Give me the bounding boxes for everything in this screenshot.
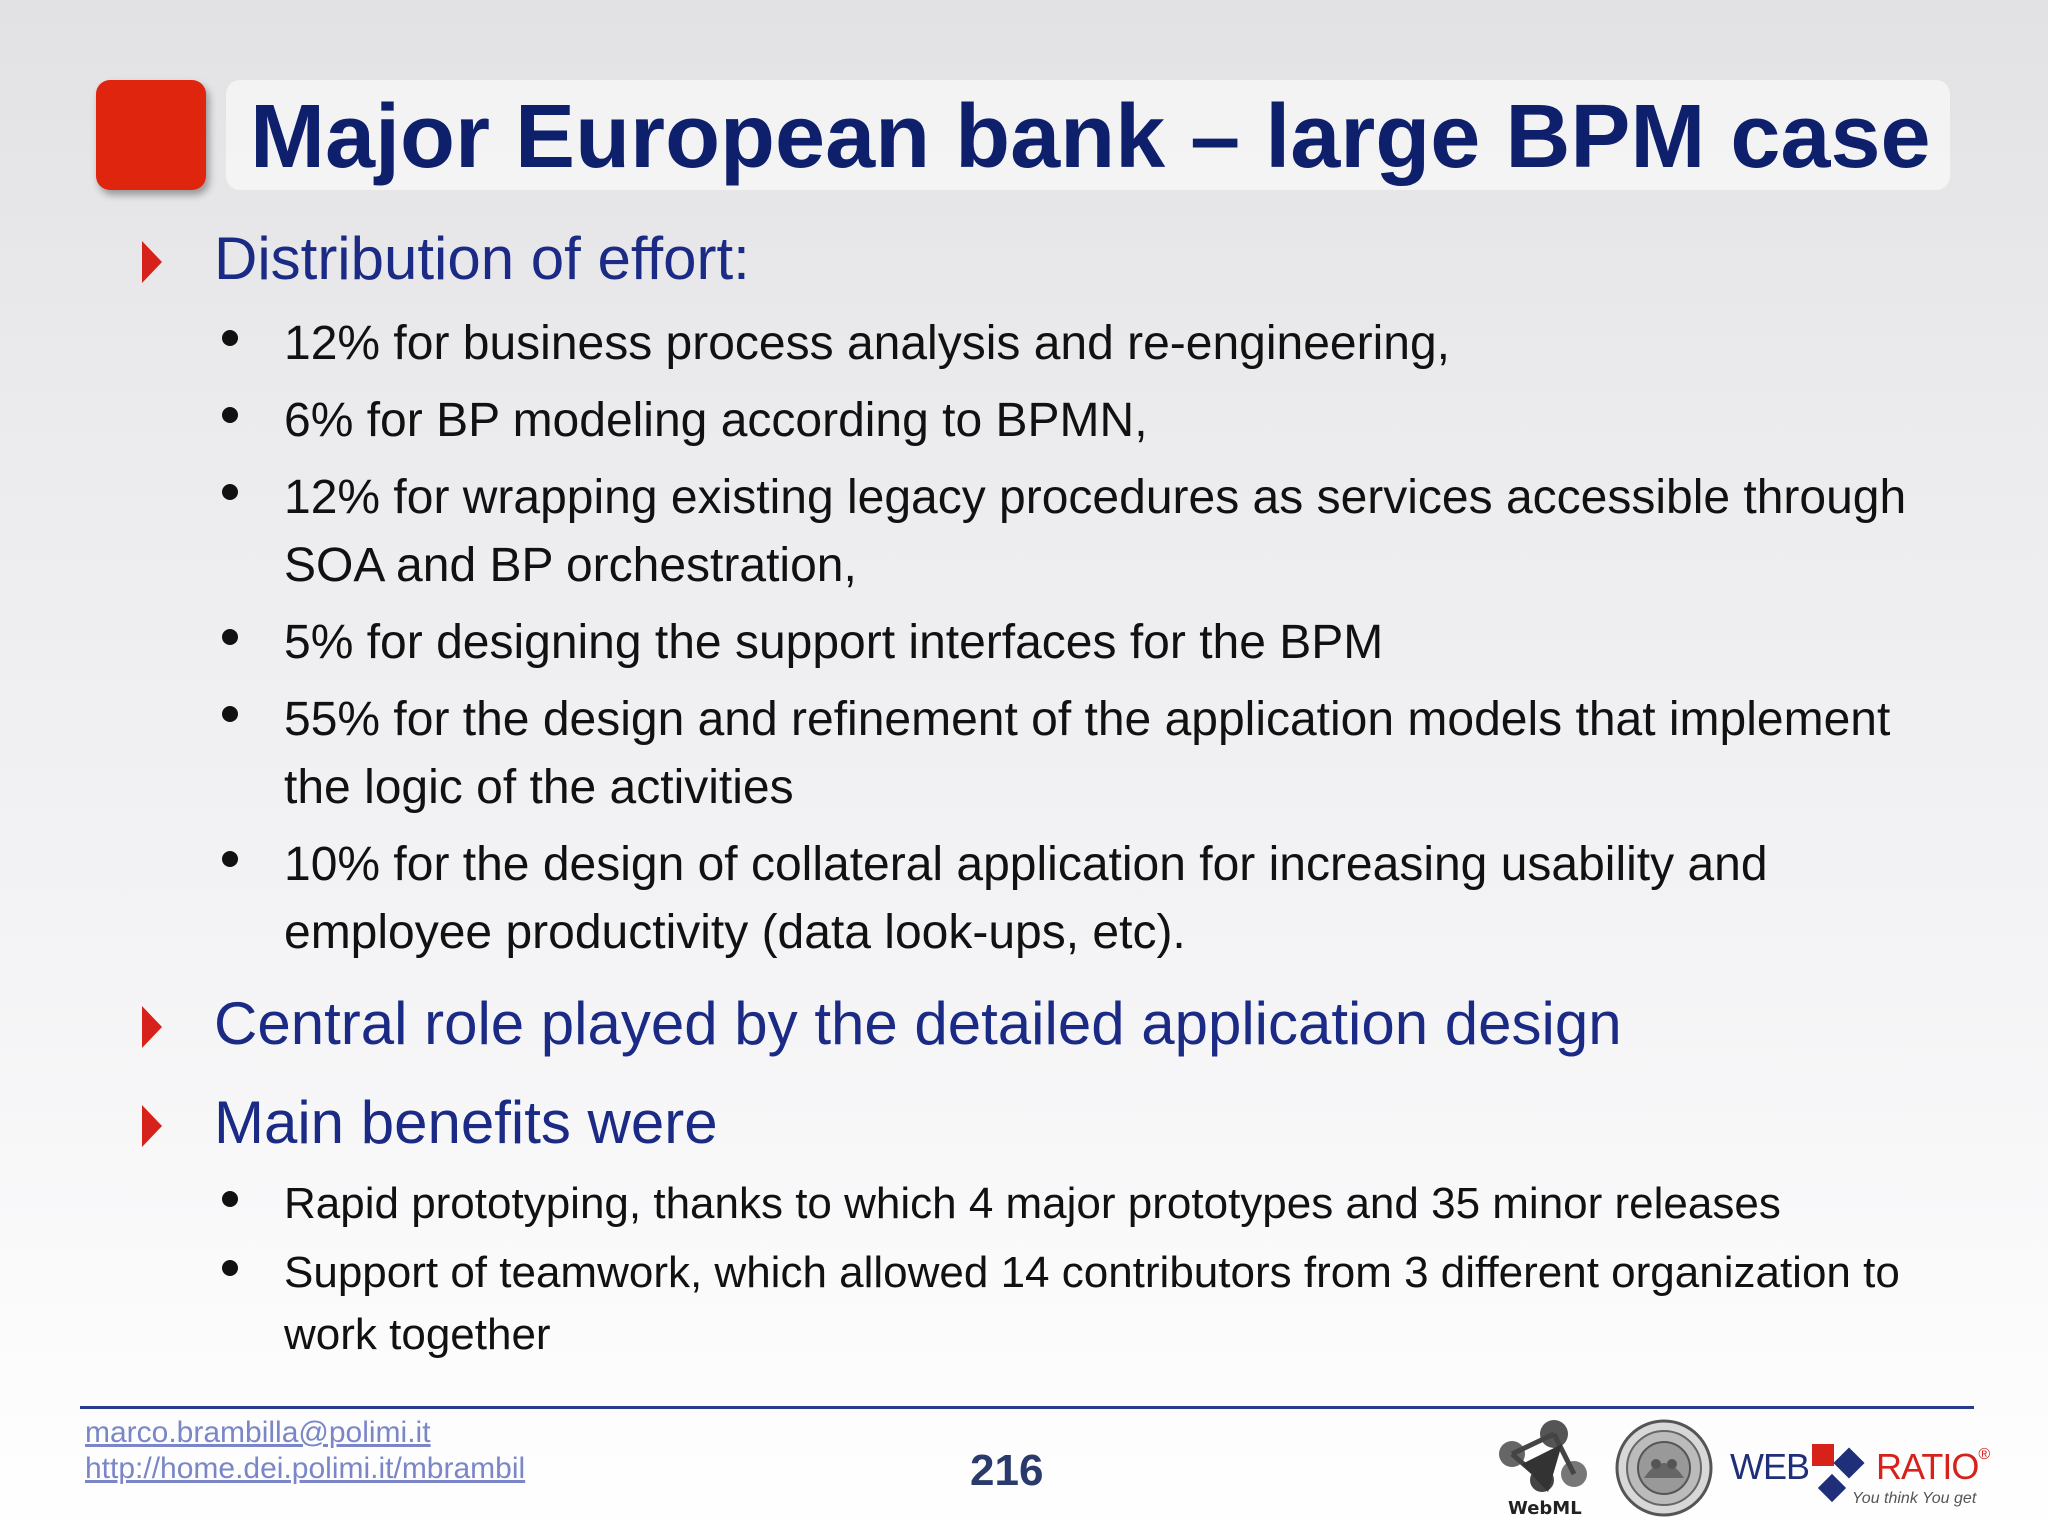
webratio-red-square-icon [1812,1444,1834,1466]
bullet-dot-icon [222,484,238,500]
footer-url-link[interactable]: http://home.dei.polimi.it/mbrambil [85,1452,526,1485]
bullet-dot-icon [222,1260,238,1276]
sub-bullet: 6% for BP modeling according to BPMN, [284,394,1148,447]
bullet-heading: Central role played by the detailed application design [214,990,1622,1057]
sub-bullet: 5% for designing the support interfaces for the BPM [284,616,1384,669]
bullet-heading: Main benefits were [214,1089,718,1156]
bullet-arrow-icon [142,241,162,283]
webratio-logo [1730,1440,1990,1520]
polimi-seal-icon [1614,1418,1714,1518]
bullet-dot-icon [222,851,238,867]
sub-bullet: 55% for the design and refinement of the application models that implement the logic of the activities [284,693,1891,814]
title-accent-square [96,80,206,190]
webratio-logo-ratio: RATIO® [1876,1446,1990,1487]
sub-bullet: 12% for business process analysis and re-engineering, [284,317,1450,370]
sub-bullet: Rapid prototyping, thanks to which 4 major prototypes and 35 minor releases [284,1179,1781,1228]
sub-bullet: Support of teamwork, which allowed 14 contributors from 3 different organization to work together [284,1248,1900,1359]
webml-logo-label: WebML [1508,1498,1582,1519]
footer-email-link[interactable]: marco.brambilla@polimi.it [85,1416,431,1449]
bullet-dot-icon [222,330,238,346]
footer-divider [80,1406,1974,1409]
bullet-dot-icon [222,407,238,423]
bullet-arrow-icon [142,1006,162,1048]
bullet-arrow-icon [142,1105,162,1147]
webratio-tagline: You think You get [1852,1490,1977,1507]
sub-bullet: 10% for the design of collateral application for increasing usability and employee productivity (data look-ups, etc). [284,838,1768,959]
webratio-blue-diamond-icon [1833,1447,1864,1478]
webratio-logo-web: WEB [1730,1446,1810,1487]
sub-bullet: 12% for wrapping existing legacy procedures as services accessible through SOA and BP orchestration, [284,471,1907,592]
webratio-blue-diamond-icon [1818,1474,1846,1502]
bullet-dot-icon [222,1191,238,1207]
page-number: 216 [970,1446,1044,1495]
slide-title: Major European bank – large BPM case [250,87,1931,187]
bullet-heading: Distribution of effort: [214,225,750,292]
bullet-dot-icon [222,629,238,645]
bullet-dot-icon [222,706,238,722]
